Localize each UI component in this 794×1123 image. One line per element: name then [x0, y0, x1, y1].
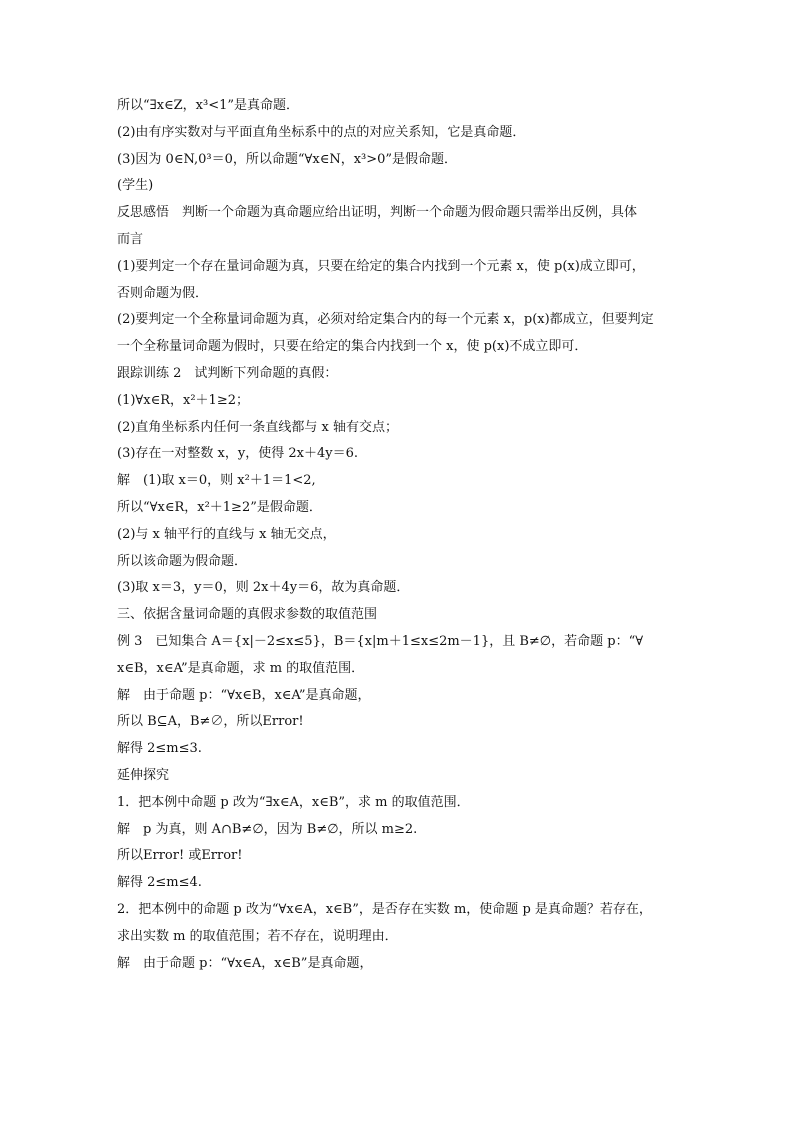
text-line: (2)要判定一个全称量词命题为真，必须对给定集合内的每一个元素 x，p(x)都成立，但要判定	[117, 312, 654, 328]
text-line: 解 由于命题 p：“∀x∈A，x∈B”是真命题，	[117, 955, 373, 971]
document-page	[117, 93, 687, 977]
text-line: x∈B，x∈A”是真命题，求 m 的取值范围．	[117, 660, 365, 676]
text-line: (学生)	[117, 178, 154, 194]
text-line: 2．把本例中的命题 p 改为“∀x∈A，x∈B”，是否存在实数 m，使命题 p 是真命题？若存在，	[117, 901, 652, 917]
text-line: 所以 B⊆A，B≠∅，所以Error!	[117, 714, 304, 730]
text-line: 一个全称量词命题为假时，只要在给定的集合内找到一个 x，使 p(x)不成立即可．	[117, 339, 588, 355]
text-line: 所以“∃x∈Z，x³<1”是真命题．	[117, 98, 300, 113]
text-line: 解 (1)取 x＝0，则 x²＋1＝1<2,	[117, 473, 316, 489]
text-line: 解 p 为真，则 A∩B≠∅，因为 B≠∅，所以 m≥2.	[117, 821, 418, 837]
text-line: 而言	[117, 231, 144, 247]
text-line: 解得 2≤m≤3.	[117, 741, 202, 757]
text-line: 延伸探究	[117, 767, 170, 783]
section-heading: 三、依据含量词命题的真假求参数的取值范围	[117, 607, 378, 623]
text-line: (2)与 x 轴平行的直线与 x 轴无交点，	[117, 526, 336, 542]
text-line: (1)∀x∈R，x²＋1≥2；	[117, 392, 249, 408]
text-line: 1．把本例中命题 p 改为“∃x∈A，x∈B”，求 m 的取值范围．	[117, 794, 470, 810]
text-line: 跟踪训练 2 试判断下列命题的真假：	[117, 365, 338, 381]
text-line: 所以“∀x∈R，x²＋1≥2”是假命题．	[117, 499, 322, 515]
text-line: (3)存在一对整数 x，y，使得 2x＋4y＝6.	[117, 446, 358, 462]
text-line: 所以Error! 或Error!	[117, 848, 243, 864]
text-line: (2)直角坐标系内任何一条直线都与 x 轴有交点；	[117, 419, 399, 435]
text-line: 解得 2≤m≤4.	[117, 875, 202, 891]
text-line: 否则命题为假．	[117, 285, 209, 301]
text-line: (3)因为 0∈N,0³＝0，所以命题“∀x∈N，x³>0”是假命题．	[117, 151, 458, 167]
text-line: (1)要判定一个存在量词命题为真，只要在给定的集合内找到一个元素 x，使 p(x)成立即可，	[117, 258, 645, 274]
text-line: (3)取 x＝3，y＝0，则 2x＋4y＝6，故为真命题．	[117, 580, 410, 596]
text-line: 解 由于命题 p：“∀x∈B，x∈A”是真命题，	[117, 687, 371, 703]
text-line: 反思感悟 判断一个命题为真命题应给出证明，判断一个命题为假命题只需举出反例，具体	[117, 205, 638, 221]
text-line: 所以该命题为假命题．	[117, 553, 248, 569]
text-line: (2)由有序实数对与平面直角坐标系中的点的对应关系知，它是真命题．	[117, 124, 526, 140]
text-line: 例 3 已知集合 A＝{x|－2≤x≤5}，B＝{x|m＋1≤x≤2m－1}，且 B≠∅，若命题 p：“∀	[117, 633, 644, 649]
text-line: 求出实数 m 的取值范围；若不存在，说明理由．	[117, 928, 398, 944]
